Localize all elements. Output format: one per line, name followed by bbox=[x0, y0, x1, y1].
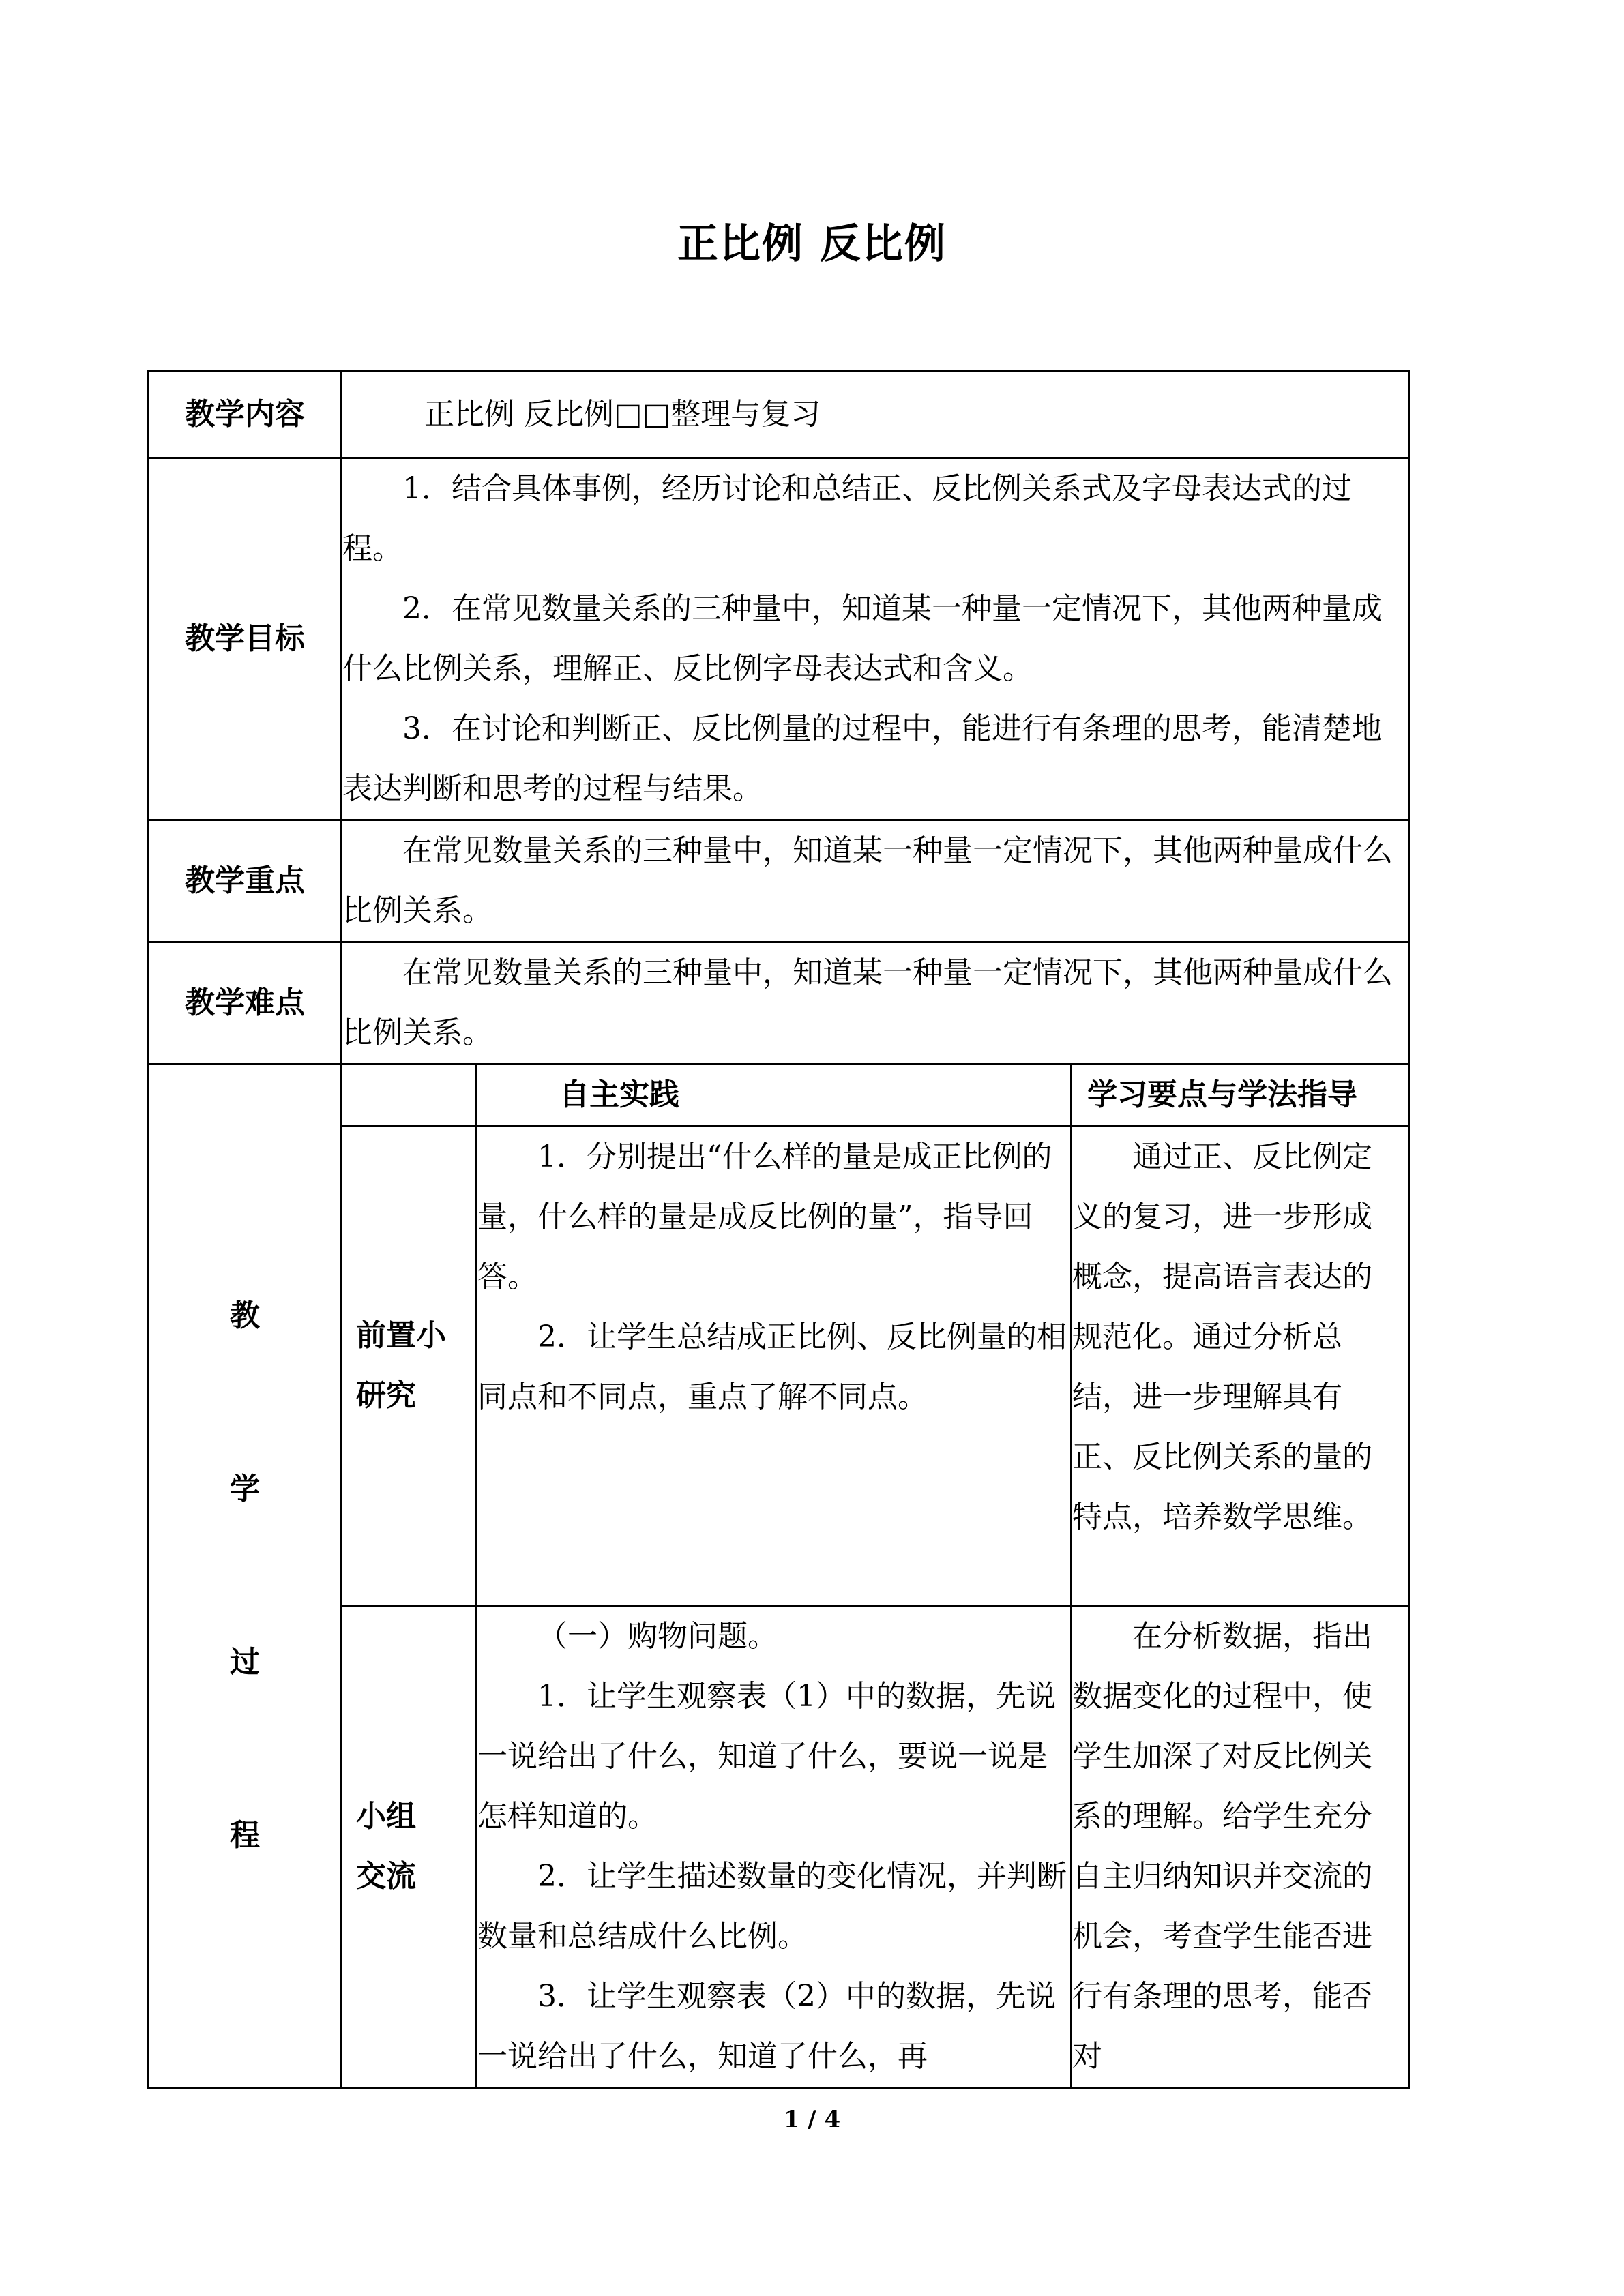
row-key-points bbox=[149, 820, 1409, 942]
process-label-char: 教 bbox=[230, 1298, 260, 1333]
row-process-header bbox=[149, 1064, 1409, 1127]
page-number: 1 / 4 bbox=[783, 2106, 841, 2133]
practice-item: 2．让学生总结成正比例、反比例量的相同点和不同点，重点了解不同点。 bbox=[477, 1320, 1067, 1414]
header-empty-cell bbox=[342, 1064, 477, 1127]
practice-item: （一）购物问题。 bbox=[537, 1619, 778, 1654]
objective-item: 3．在讨论和判断正、反比例量的过程中，能进行有条理的思考，能清楚地表达判断和思考的过程与结果。 bbox=[342, 711, 1382, 806]
stage-name-line: 交流 bbox=[356, 1859, 416, 1894]
practice-item: 3．让学生观察表（2）中的数据，先说一说给出了什么，知道了什么，再 bbox=[477, 1979, 1056, 2074]
lesson-plan-table bbox=[147, 370, 1410, 2089]
key-points-text: 在常见数量关系的三种量中，知道某一种量一定情况下，其他两种量成什么比例关系。 bbox=[342, 833, 1393, 928]
objectives-cell bbox=[342, 458, 1409, 820]
guidance-text: 在分析数据，指出数据变化的过程中，使学生加深了对反比例关系的理解。给学生充分自主归纳知识并交流的机会，考查学生能否进行有条理的思考，能否对 bbox=[1072, 1619, 1372, 2074]
objective-item: 2．在常见数量关系的三种量中，知道某一种量一定情况下，其他两种量成什么比例关系，理解正、反比例字母表达式和含义。 bbox=[342, 591, 1382, 686]
guidance-text: 通过正、反比例定义的复习，进一步形成概念，提高语言表达的规范化。通过分析总结，进一步理解具有正、反比例关系的量的特点，培养数学思维。 bbox=[1072, 1139, 1372, 1534]
row-content bbox=[149, 371, 1409, 458]
stage-name bbox=[342, 1606, 477, 2088]
content-value-cell bbox=[342, 371, 1409, 458]
difficulties-label: 教学难点 bbox=[149, 942, 342, 1064]
row-objectives bbox=[149, 458, 1409, 820]
difficulties-cell bbox=[342, 942, 1409, 1064]
practice-item: 1．让学生观察表（1）中的数据，先说一说给出了什么，知道了什么，要说一说是怎样知道的。 bbox=[477, 1679, 1056, 1834]
practice-item: 1．分别提出“什么样的量是成正比例的量，什么样的量是成反比例的量”，指导回答。 bbox=[477, 1139, 1052, 1294]
page-title: 正比例 反比例 bbox=[677, 220, 947, 268]
objectives-label: 教学目标 bbox=[149, 458, 342, 820]
difficulties-text: 在常见数量关系的三种量中，知道某一种量一定情况下，其他两种量成什么比例关系。 bbox=[342, 955, 1393, 1050]
key-points-cell bbox=[342, 820, 1409, 942]
stage-name-line: 前置小 bbox=[356, 1318, 446, 1353]
stage-practice-cell bbox=[477, 1606, 1072, 2088]
content-value: 正比例 反比例□□整理与复习 bbox=[424, 396, 821, 432]
objective-item: 1．结合具体事例，经历讨论和总结正、反比例关系式及字母表达式的过程。 bbox=[342, 471, 1352, 566]
guidance-column-header: 学习要点与学法指导 bbox=[1072, 1064, 1409, 1127]
practice-column-header: 自主实践 bbox=[477, 1064, 1072, 1127]
stage-guidance-cell bbox=[1072, 1127, 1409, 1606]
stage-guidance-cell bbox=[1072, 1606, 1409, 2088]
stage-name bbox=[342, 1127, 477, 1606]
key-points-label: 教学重点 bbox=[149, 820, 342, 942]
stage-name-line: 研究 bbox=[356, 1378, 416, 1413]
practice-item: 2．让学生描述数量的变化情况，并判断数量和总结成什么比例。 bbox=[477, 1859, 1067, 1954]
content-label: 教学内容 bbox=[149, 371, 342, 458]
stage-name-line: 小组 bbox=[356, 1799, 416, 1834]
row-difficulties bbox=[149, 942, 1409, 1064]
stage-practice-cell bbox=[477, 1127, 1072, 1606]
process-label bbox=[149, 1064, 342, 2088]
process-label-char: 学 bbox=[230, 1472, 260, 1506]
process-label-char: 程 bbox=[230, 1818, 260, 1853]
process-label-char: 过 bbox=[230, 1645, 260, 1680]
